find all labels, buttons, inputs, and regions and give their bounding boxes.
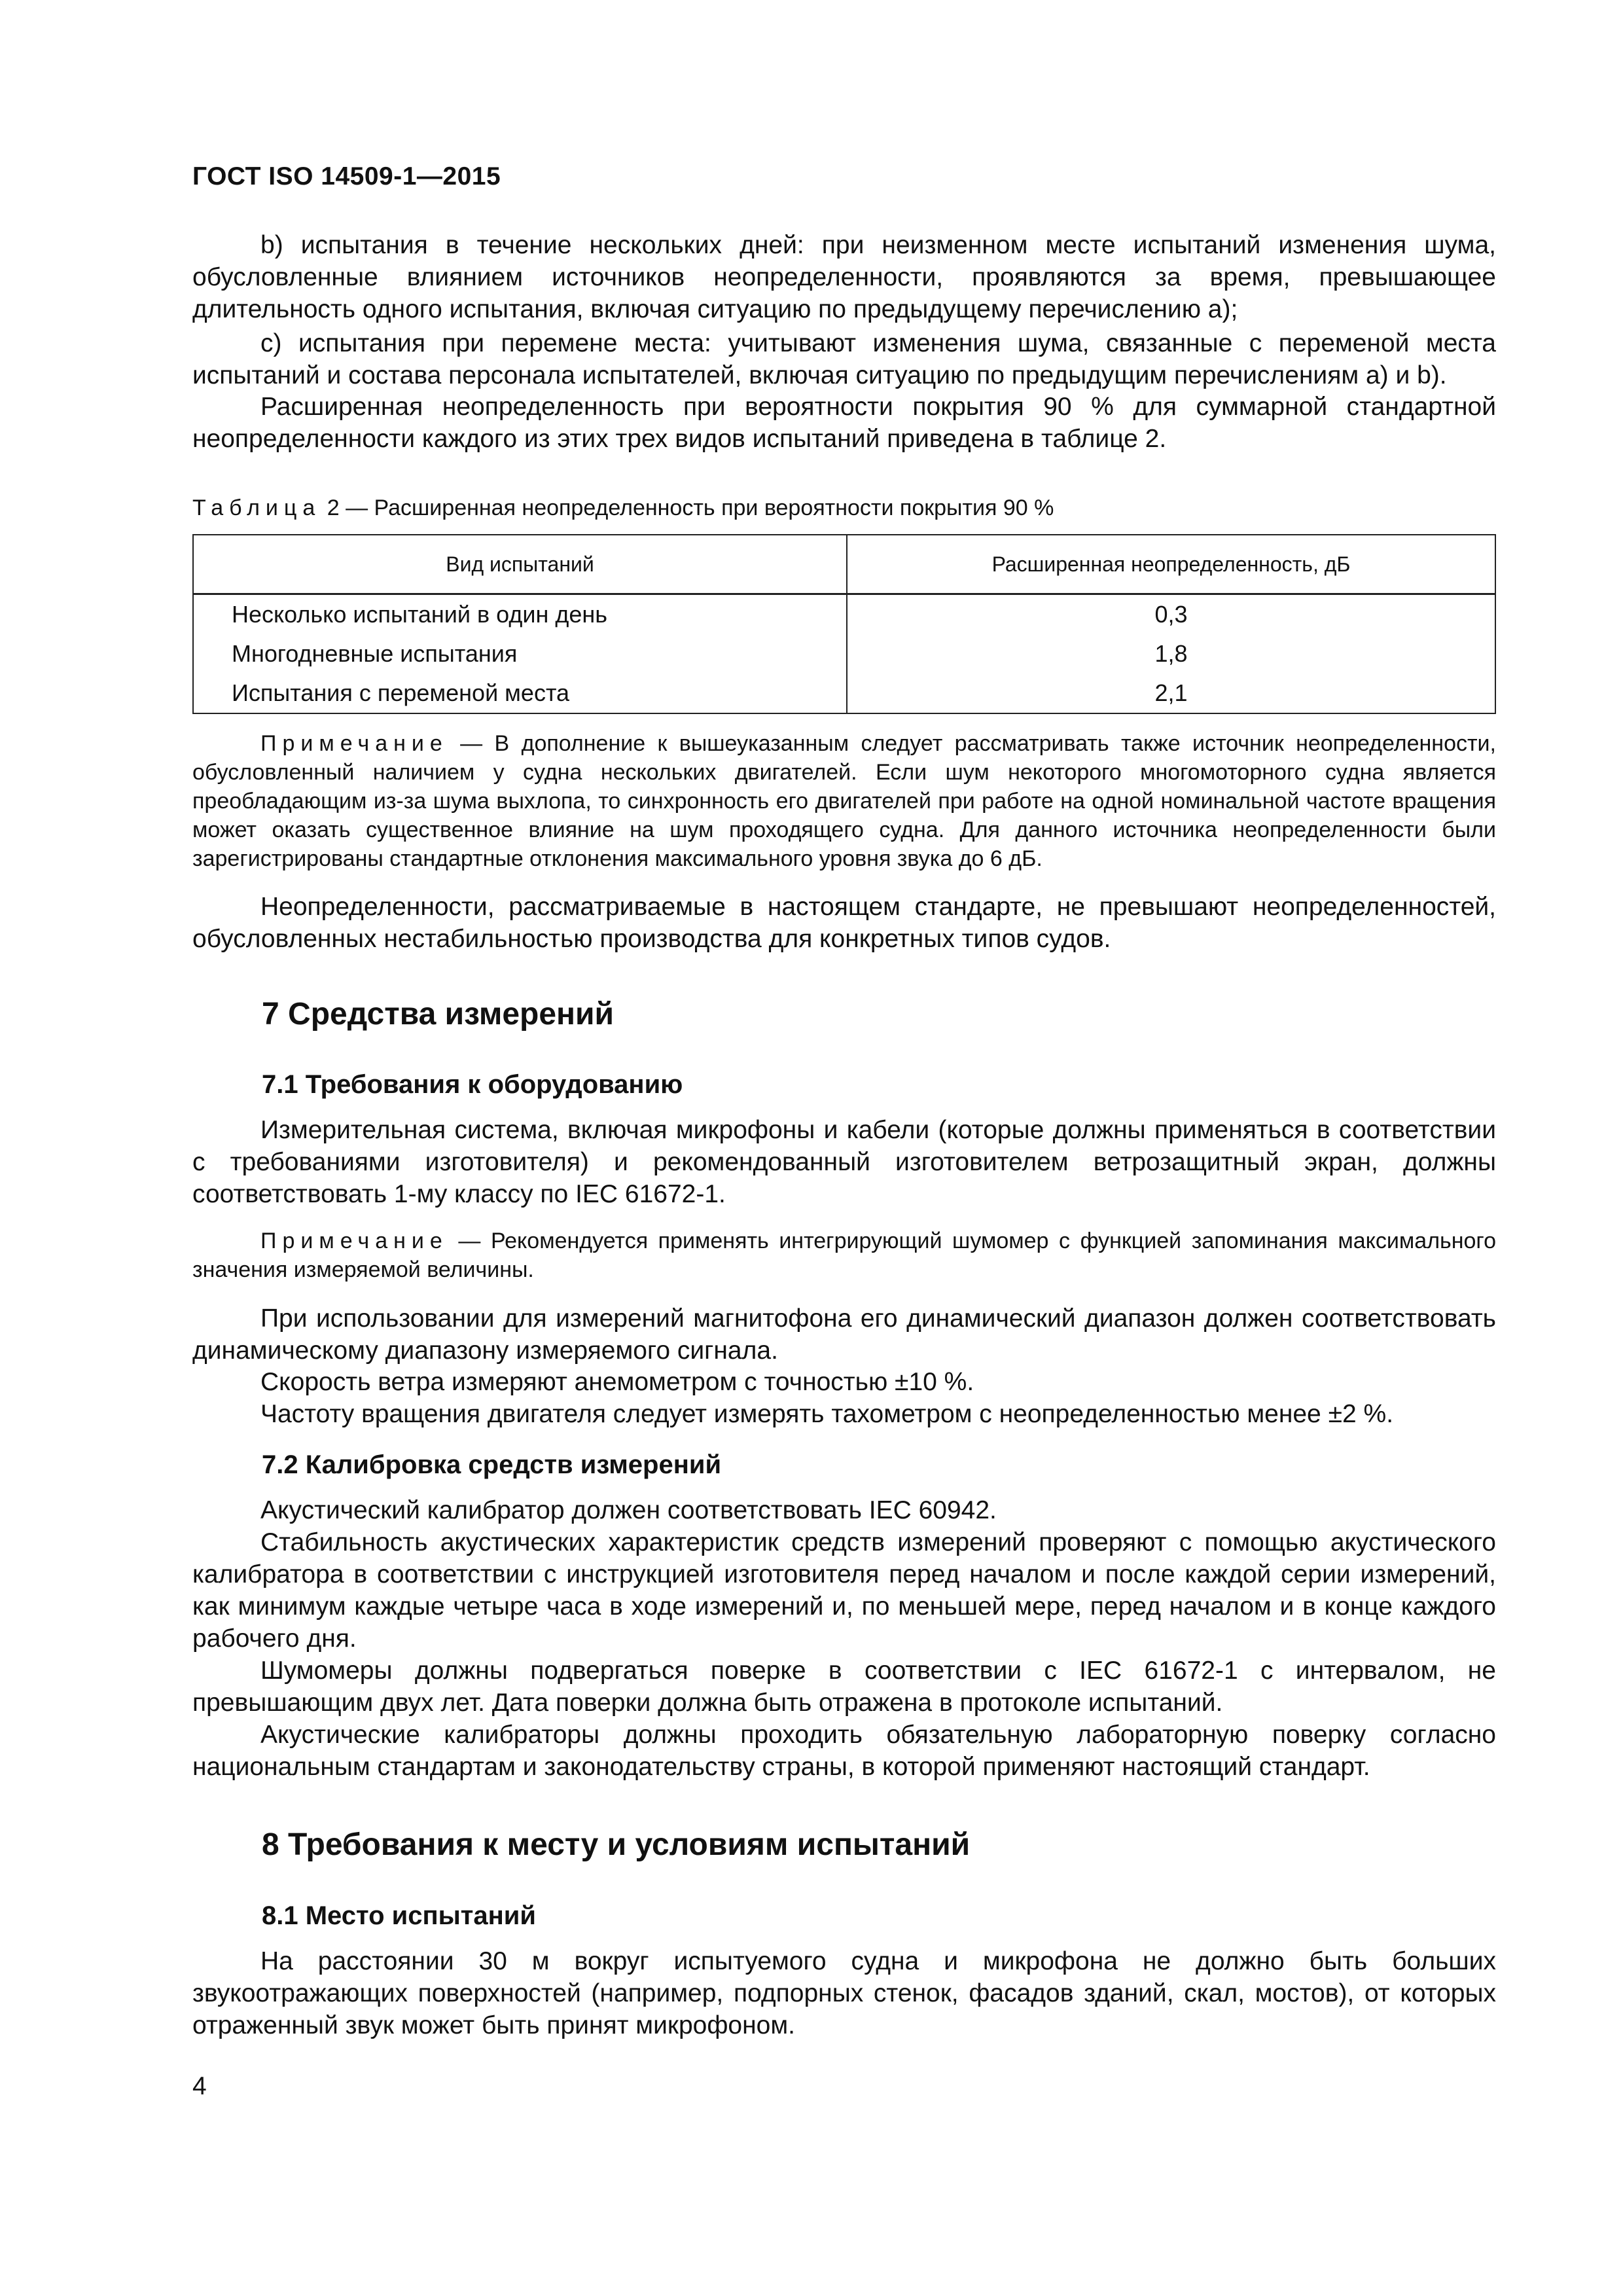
table-cell-test-type: Испытания с переменой места [193, 673, 847, 713]
paragraph-meter-verification: Шумомеры должны подвергаться поверке в соответствии с IEC 61672-1 с интервалом, не превышающим двух лет. Дата поверки должна быть отражена в протоколе испытаний. [192, 1657, 1496, 1717]
paragraph-test-site: На расстоянии 30 м вокруг испытуемого судна и микрофона не должно быть больших звукоотражающих поверхностей (например, подпорных стенок, фасадов зданий, скал, мостов), от которых отраженный звук может быть принят микрофоном. [192, 1947, 1496, 2039]
paragraph-b: b) испытания в течение нескольких дней: при неизменном месте испытаний изменения шума, обусловленные влиянием источников неопределенности, проявляются за время, превышающее длительность одного испытания, включая ситуацию по предыдущему перечислению а); [192, 231, 1496, 323]
paragraph-calibrator: Акустический калибратор должен соответствовать IEC 60942. [260, 1496, 997, 1524]
table-caption [192, 493, 1054, 522]
paragraph-stability-check: Стабильность акустических характеристик средств измерений проверяют с помощью акустического калибратора в соответствии с инструкцией изготовителя перед началом и после каждой серии измерений, как минимум каждые четыре часа в ходе измерений и, по меньшей мере, перед началом и в конце каждого рабочего дня. [192, 1528, 1496, 1653]
table-header-uncertainty: Расширенная неопределенность, дБ [847, 535, 1495, 594]
table-header-row [193, 535, 1495, 594]
paragraph-engine-speed: Частоту вращения двигателя следует измерять тахометром с неопределенностью менее ±2 %. [260, 1400, 1394, 1428]
note-text: — В дополнение к вышеуказанным следует рассматривать также источник неопределенности, обусловленный наличием у судна нескольких двигателей. Если шум некоторого многомоторного судна является преобладающим из-за шума выхлопа, то синхронность его двигателей при работе на одной номинальной частоте вращения может оказать существенное влияние на шум проходящего судна. Для данного источника неопределенности были зарегистрированы стандартные отклонения максимального уровня звука до 6 дБ. [192, 731, 1496, 871]
table-caption-label: Таблица [192, 495, 321, 520]
table-cell-test-type: Несколько испытаний в один день [193, 594, 847, 635]
table-caption-text: 2 — Расширенная неопределенность при вероятности покрытия 90 % [321, 495, 1054, 520]
table-cell-uncertainty: 0,3 [847, 594, 1495, 635]
table-row [193, 634, 1495, 673]
section-7-title: 7 Средства измерений [262, 997, 615, 1031]
table-cell-uncertainty: 1,8 [847, 634, 1495, 673]
paragraph-c: c) испытания при перемене места: учитывают изменения шума, связанные с переменой места испытаний и состава персонала испытателей, включая ситуацию по предыдущим перечислениям а) и b). [192, 329, 1496, 389]
note-label: Примечание [260, 1229, 448, 1253]
paragraph-expanded-uncertainty: Расширенная неопределенность при вероятности покрытия 90 % для суммарной стандартной неопределенности каждого из этих трех видов испытаний приведена в таблице 2. [192, 393, 1496, 453]
table-cell-uncertainty: 2,1 [847, 673, 1495, 713]
section-8-1-title: 8.1 Место испытаний [262, 1901, 536, 1930]
note-sound-level-meter [192, 1227, 1496, 1284]
table-cell-test-type: Многодневные испытания [193, 634, 847, 673]
paragraph-calibrator-verification: Акустические калибраторы должны проходить обязательную лабораторную поверку согласно национальным стандартам и законодательству страны, в которой применяют настоящий стандарт. [192, 1721, 1496, 1781]
document-header: ГОСТ ISO 14509-1—2015 [192, 162, 501, 190]
section-8-title: 8 Требования к месту и условиям испытаний [262, 1827, 971, 1862]
table-row [193, 673, 1495, 713]
paragraph-uncertainties: Неопределенности, рассматриваемые в настоящем стандарте, не превышают неопределенностей, обусловленных нестабильностью производства для конкретных типов судов. [192, 893, 1496, 953]
paragraph-7-1: Измерительная система, включая микрофоны и кабели (которые должны применяться в соответствии с требованиями изготовителя) и рекомендованный изготовителем ветрозащитный экран, должны соответствовать 1-му классу по IEC 61672-1. [192, 1116, 1496, 1208]
paragraph-tape-recorder: При использовании для измерений магнитофона его динамический диапазон должен соответствовать динамическому диапазону измеряемого сигнала. [192, 1304, 1496, 1365]
note-label: Примечание [260, 731, 448, 756]
note-text: — Рекомендуется применять интегрирующий шумомер с функцией запоминания максимального значения измеряемой величины. [192, 1229, 1496, 1282]
page-number: 4 [192, 2072, 207, 2100]
section-7-2-title: 7.2 Калибровка средств измерений [262, 1450, 722, 1479]
section-7-1-title: 7.1 Требования к оборудованию [262, 1070, 683, 1099]
table-header-test-type: Вид испытаний [193, 535, 847, 594]
table-row [193, 594, 1495, 635]
uncertainty-table [192, 534, 1496, 714]
note-multiple-engines [192, 729, 1496, 873]
paragraph-wind-speed: Скорость ветра измеряют анемометром с точностью ±10 %. [260, 1368, 974, 1396]
